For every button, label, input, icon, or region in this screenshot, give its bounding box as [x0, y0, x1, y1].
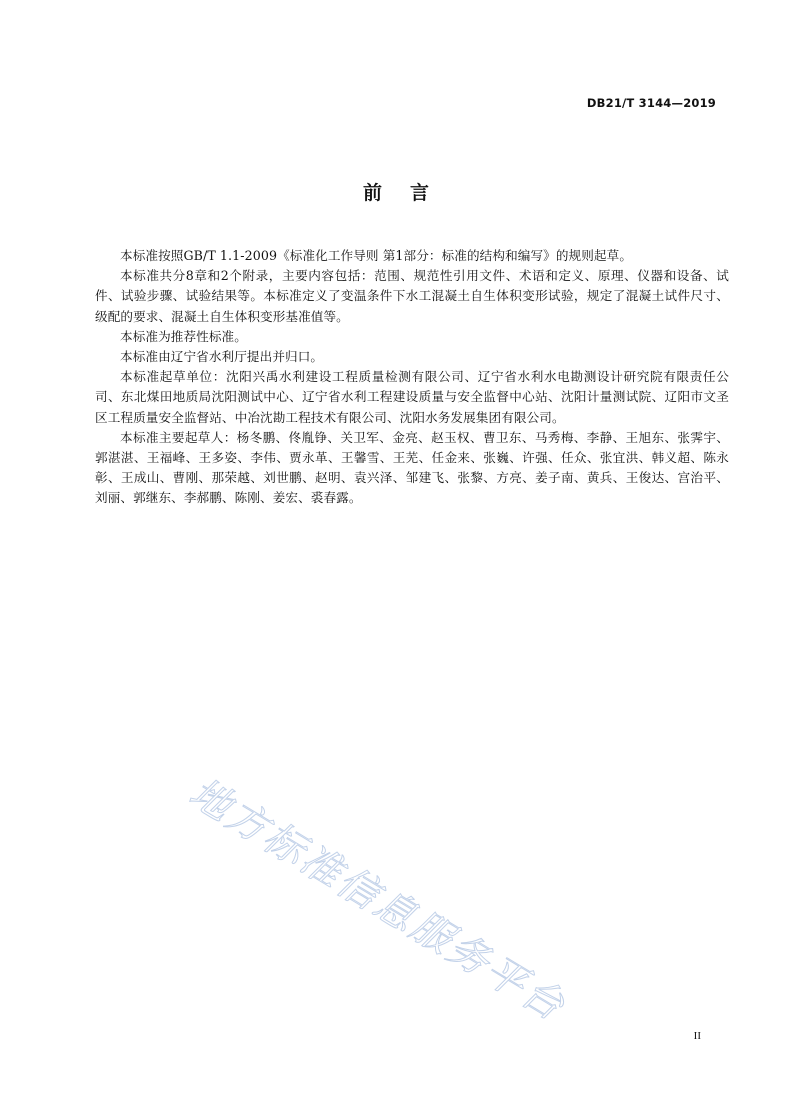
paragraph-recommended: 本标准为推荐性标准。	[120, 328, 247, 344]
paragraph-drafting-units: 本标准起草单位：沈阳兴禹水利建设工程质量检测有限公司、辽宁省水利水电勘测设计研究院有限责任公司、东北煤田地质局沈阳测试中心、辽宁省水利工程建设质量与安全监督中心站、沈阳计量测试院、辽阳市文圣区工程质量安全监督站、中冶沈勘工程技术有限公司、沈阳水务发展集团有限公司。	[95, 369, 729, 425]
document-code: DB21/T 3144—2019	[586, 96, 716, 110]
paragraph-drafters: 本标准主要起草人：杨冬鹏、佟胤铮、关卫军、金亮、赵玉权、曹卫东、马秀梅、李静、王旭东、张霁宇、郭湛湛、王福峰、王多姿、李伟、贾永革、王馨雪、王芜、任金来、张巍、许强、任众、张宜洪、韩义超、陈永彰、王成山、曹刚、那荣越、刘世鹏、赵明、袁兴泽、邹建飞、张黎、方亮、姜子南、黄兵、王俊达、宫治平、刘丽、郭继东、李郝鹏、陈刚、姜宏、裘春露。	[95, 429, 729, 506]
paragraph-drafting-rules: 本标准按照GB/T 1.1-2009《标准化工作导则 第1部分：标准的结构和编写》的规则起草。	[120, 248, 633, 263]
paragraph-contents: 本标准共分8章和2个附录，主要内容包括：范围、规范性引用文件、术语和定义、原理、仪器和设备、试件、试验步骤、试验结果等。本标准定义了变温条件下水工混凝土自生体积变形试验，规定了混凝土试件尺寸、级配的要求、混凝土自生体积变形基准值等。	[95, 268, 729, 324]
page-number: II	[693, 1030, 701, 1042]
body-text	[95, 246, 729, 509]
page-title: 前言	[362, 182, 457, 204]
watermark: 地方标准信息服务平台	[181, 769, 574, 1031]
paragraph-proposer: 本标准由辽宁省水利厅提出并归口。	[120, 349, 324, 365]
